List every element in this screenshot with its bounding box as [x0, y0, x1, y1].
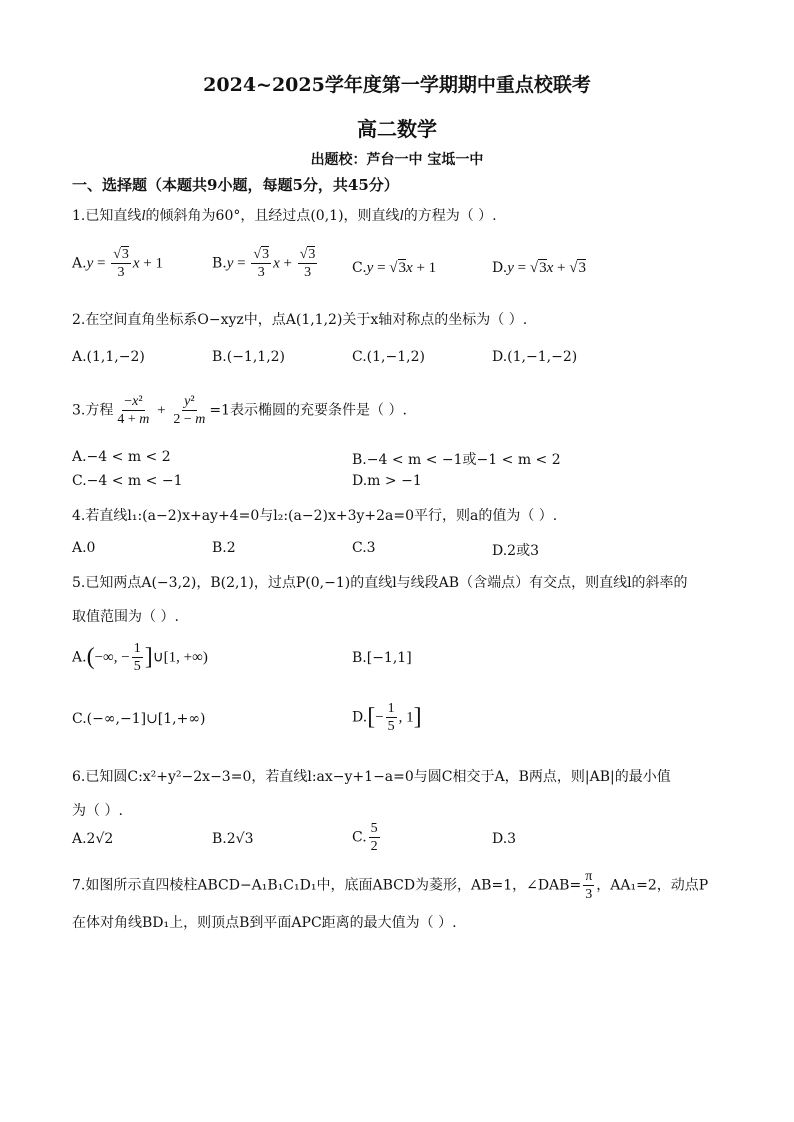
- q4-option-b: B.2: [212, 540, 236, 556]
- q2-option-a: A.(1,1,−2): [72, 349, 145, 365]
- q1-prefix: 1.已知直线: [72, 208, 142, 224]
- q1-option-a: A.y = $\frac{√3}{3}$ x + 1: [72, 247, 164, 280]
- q3-suffix: =1表示椭圆的充要条件是（ ）.: [209, 402, 407, 419]
- q2-option-d: D.(1,−1,−2): [492, 349, 578, 365]
- q6-option-c: [352, 820, 382, 855]
- q1-text1: 的倾斜角为60°，且经过点(0,1)，则直线: [145, 208, 400, 224]
- q7-line1a: 7.如图所示直四棱柱ABCD−A₁B₁C₁D₁中，底面ABCD为菱形，AB=1，∠DAB=: [72, 877, 582, 894]
- fraction: $\frac{\text{−x²}}{4 + m}$: [117, 394, 150, 427]
- section-heading: 一、选择题（本题共9小题，每题5分，共45分）: [72, 176, 399, 194]
- question-7-line2: 在体对角线BD₁上，则顶点B到平面APC距离的最大值为（ ）.: [72, 915, 457, 931]
- q1-option-b-label: B.: [212, 255, 227, 272]
- q6-option-c-label: C.: [352, 829, 367, 846]
- q5-option-b: B.[−1,1]: [352, 650, 412, 666]
- q5-option-d-label: D.: [352, 709, 368, 726]
- question-7-line1: [72, 868, 708, 903]
- q3-option-c: C.−4 < m < −1: [72, 473, 183, 489]
- q1-text2: 的方程为（ ）.: [403, 208, 497, 224]
- q1-option-c-label: C.: [352, 260, 367, 276]
- q3-option-b: B.−4 < m < −1或−1 < m < 2: [352, 452, 561, 468]
- q3-option-d: D.m > −1: [352, 473, 422, 489]
- fraction: $\frac{√3}{3}$: [113, 247, 129, 280]
- q1-option-d: D.y = √3x + √3: [492, 260, 586, 276]
- exam-title: 2024~2025学年度第一学期期中重点校联考: [203, 74, 591, 96]
- q5-option-a: A.(−∞, − $\frac{1}{5}$ ]∪[1, +∞): [72, 641, 208, 674]
- q6-option-a: A.2√2: [72, 831, 114, 847]
- q4-option-c: C.3: [352, 540, 376, 556]
- q5-option-d: D.[− $\frac{1}{5}$ , 1]: [352, 701, 422, 734]
- q5-option-a-label: A.: [72, 649, 87, 666]
- q2-option-b: B.(−1,1,2): [212, 349, 286, 365]
- q5-option-c: C.(−∞,−1]∪[1,+∞): [72, 711, 206, 727]
- question-2-stem: 2.在空间直角坐标系O−xyz中，点A(1,1,2)关于x轴对称点的坐标为（ ）.: [72, 312, 528, 328]
- fraction: $\frac{1}{5}$: [133, 641, 141, 674]
- fraction: $\frac{√3}{3}$: [253, 247, 270, 280]
- question-1-stem: 1.已知直线l的倾斜角为60°，且经过点(0,1)，则直线l的方程为（ ）.: [72, 208, 497, 224]
- q2-option-c: C.(1,−1,2): [352, 349, 425, 365]
- q1-option-d-label: D.: [492, 260, 508, 276]
- q3-option-a: A.−4 < m < 2: [72, 449, 171, 465]
- question-6-line1: 6.已知圆C:x²+y²−2x−3=0，若直线l:ax−y+1−a=0与圆C相交于A，B两点，则|AB|的最小值: [72, 769, 671, 785]
- q6-option-d: D.3: [492, 831, 517, 847]
- q6-option-b: B.2√3: [212, 831, 254, 847]
- question-3-stem: 3.方程 $\frac{\text{−x²}}{4 + m}$ + $\frac{\text{y²}}{2 - m}$ =1表示椭圆的充要条件是（ ）.: [72, 394, 407, 427]
- fraction: $\frac{5}{2}$: [370, 821, 378, 854]
- q4-option-d: D.2或3: [492, 543, 539, 559]
- question-5-line1: 5.已知两点A(−3,2)，B(2,1)，过点P(0,−1)的直线l与线段AB（含端点）有交点，则直线l的斜率的: [72, 575, 688, 591]
- subject-title: 高二数学: [357, 117, 437, 141]
- q1-option-a-label: A.: [72, 255, 87, 272]
- fraction: $\frac{\text{y²}}{2 - m}$: [173, 394, 206, 427]
- question-6-line2: 为（ ）.: [72, 803, 123, 819]
- fraction: $\frac{1}{5}$: [387, 701, 395, 734]
- q3-prefix: 3.方程: [72, 402, 114, 419]
- q1-option-c: C.y = √3x + 1: [352, 260, 437, 276]
- question-5-line2: 取值范围为（ ）.: [72, 609, 179, 625]
- schools-line: 出题校：芦台一中 宝坻一中: [310, 152, 484, 168]
- q4-option-a: A.0: [72, 540, 96, 556]
- fraction: $\frac{\pi}{3}$: [585, 869, 593, 902]
- question-4-stem: 4.若直线l₁:(a−2)x+ay+4=0与l₂:(a−2)x+3y+2a=0平行，则a的值为（ ）.: [72, 508, 558, 524]
- fraction: $\frac{√3}{3}$: [299, 247, 316, 280]
- q7-line1b: ，AA₁=2，动点P: [596, 877, 709, 894]
- q1-option-b: B.y = $\frac{√3}{3}$ x + $\frac{√3}{3}$: [212, 247, 316, 280]
